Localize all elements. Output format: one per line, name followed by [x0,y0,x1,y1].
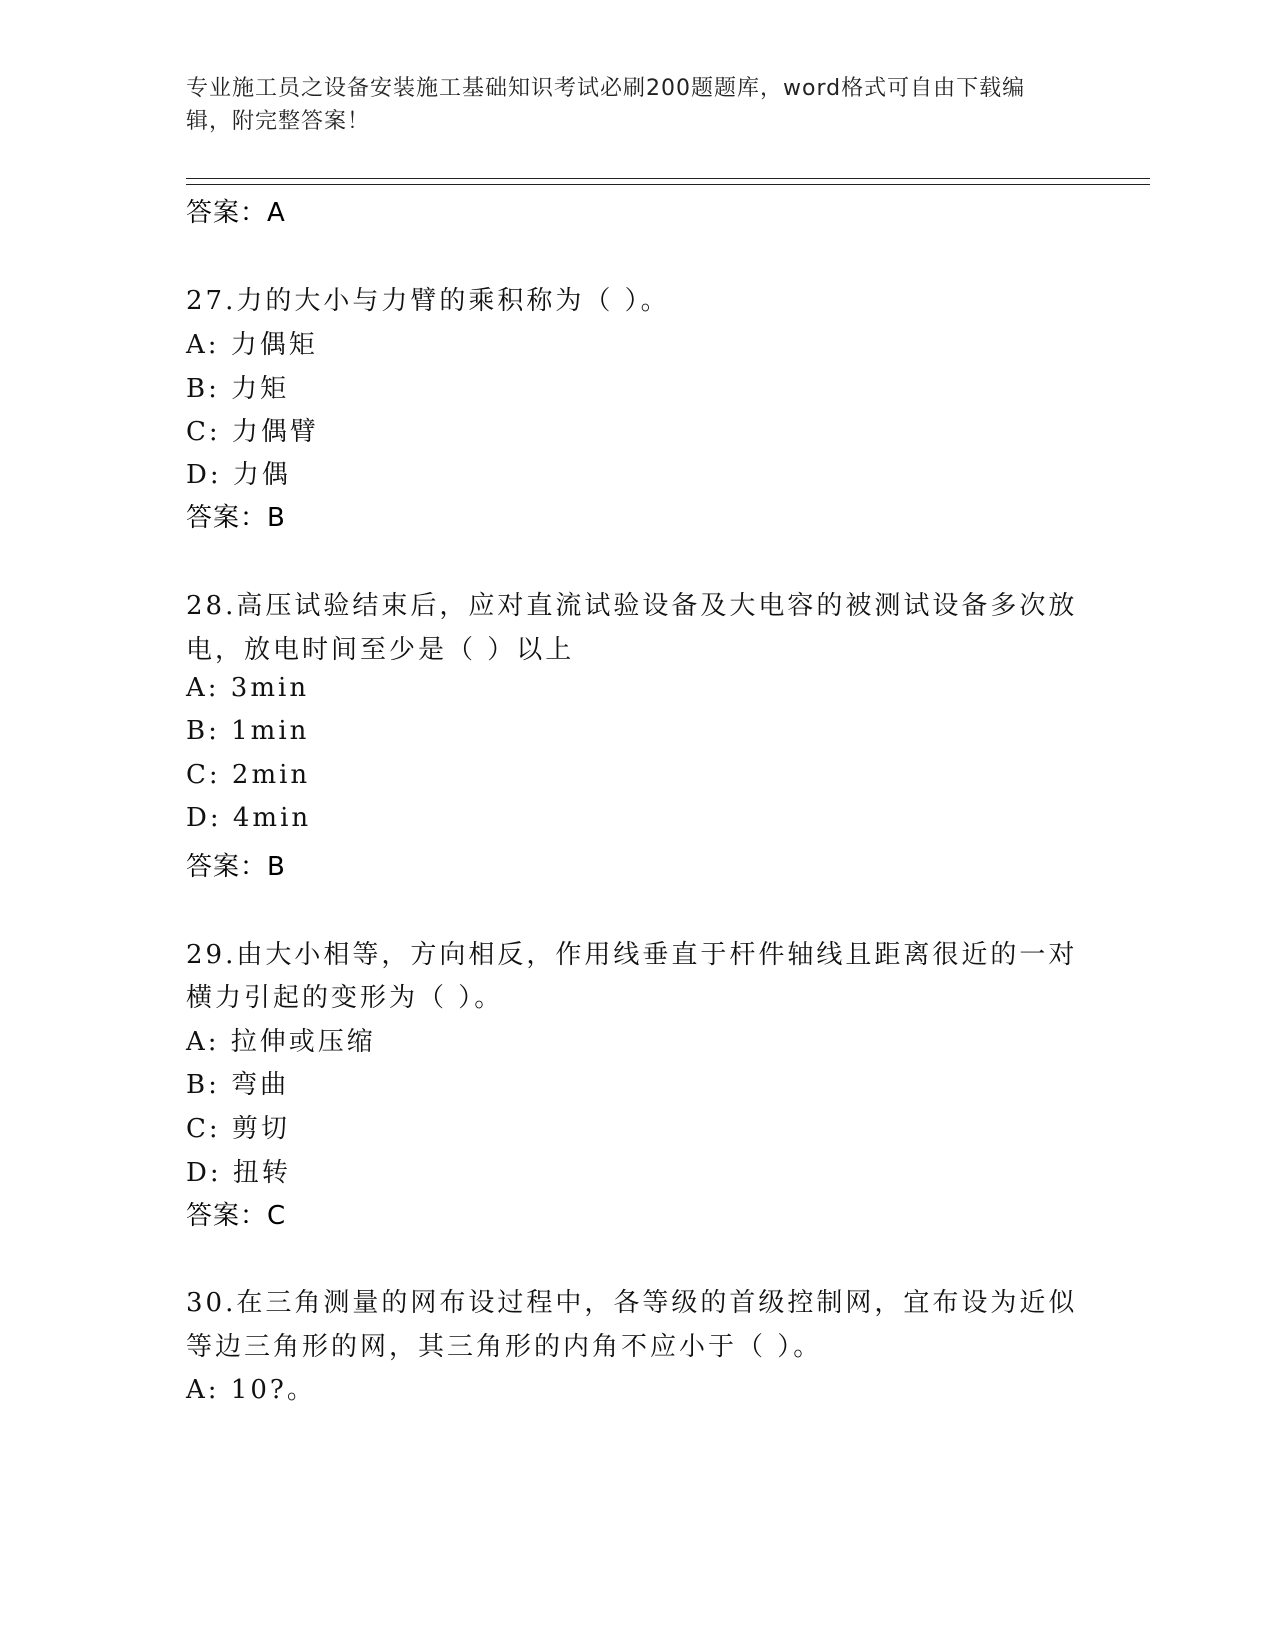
answer-label: 答案：B [186,503,286,533]
question-stem: 28.高压试验结束后，应对直流试验设备及大电容的被测试设备多次放 [186,591,1078,621]
question-stem: 27.力的大小与力臂的乘积称为（ ）。 [186,286,670,316]
header-divider-bottom [186,184,1150,185]
question-stem: 30.在三角测量的网布设过程中，各等级的首级控制网，宜布设为近似 [186,1288,1078,1318]
option-item: D: 扭转 [186,1158,291,1188]
option-item: A: 3min [186,673,310,703]
option-item: A: 10?。 [186,1375,316,1405]
option-item: B: 1min [186,716,310,746]
option-item: D: 力偶 [186,460,291,490]
document-header: 专业施工员之设备安装施工基础知识考试必刷200题题库，word格式可自由下载编辑，附完整答案！ [186,76,1026,134]
question-stem-continued: 横力引起的变形为（ ）。 [186,983,504,1013]
question-stem: 29.由大小相等，方向相反，作用线垂直于杆件轴线且距离很近的一对 [186,940,1078,970]
answer-label: 答案：C [186,1201,287,1231]
option-item: A: 拉伸或压缩 [186,1027,376,1057]
option-item: D: 4min [186,803,312,833]
option-item: C: 剪切 [186,1114,290,1144]
header-divider-top [186,178,1150,179]
answer-label: 答案：B [186,852,286,882]
question-stem-continued: 电，放电时间至少是（ ）以上 [186,635,575,665]
question-stem-continued: 等边三角形的网，其三角形的内角不应小于（ ）。 [186,1332,823,1362]
option-item: C: 2min [186,760,311,790]
option-item: B: 弯曲 [186,1070,290,1100]
option-item: B: 力矩 [186,374,290,404]
option-item: A: 力偶矩 [186,330,318,360]
option-item: C: 力偶臂 [186,417,319,447]
answer-label: 答案：A [186,198,286,228]
